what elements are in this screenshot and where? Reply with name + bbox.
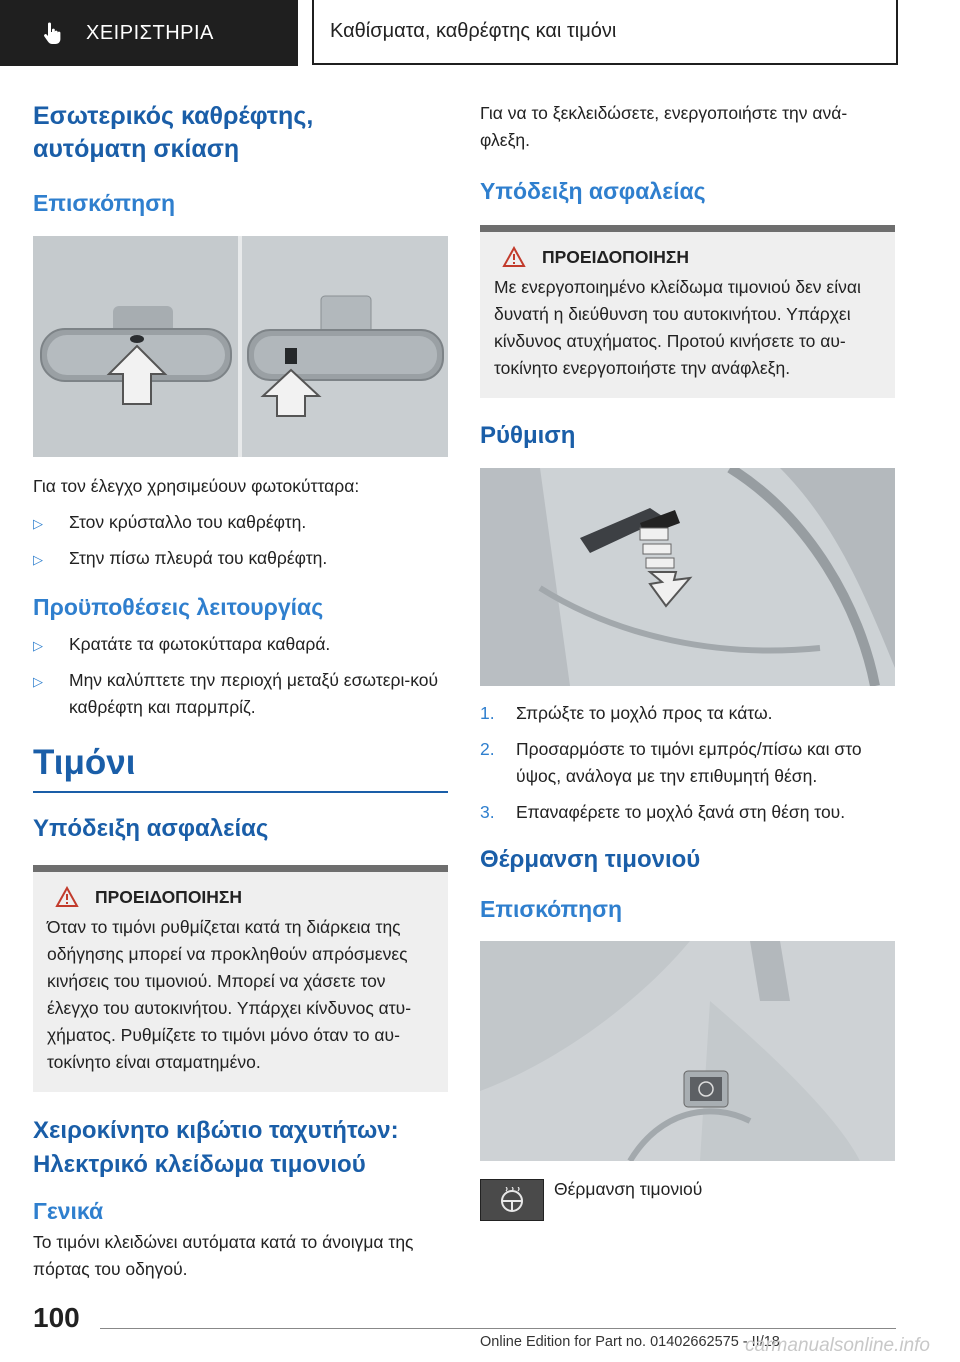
header-bar — [0, 0, 960, 66]
mirror-title: Εσωτερικός καθρέφτης, αυτόματη σκίαση — [33, 102, 314, 163]
tab-section[interactable] — [312, 0, 898, 65]
list-item: ▷ Κρατάτε τα φωτοκύτταρα καθαρά. — [33, 631, 448, 658]
heating-title: Θέρμανση τιμονιού — [480, 846, 701, 873]
sensor-intro: Για τον έλεγχο χρησιμεύουν φωτοκύτταρα: — [33, 476, 360, 496]
page-number: 100 — [33, 1302, 80, 1333]
warning-triangle-icon — [55, 886, 79, 908]
steering-title: Τιμόνι — [33, 743, 136, 782]
watermark: carmanualsonline.info — [745, 1335, 930, 1356]
warning-text: Με ενεργοποιημένο κλείδωμα τιμονιού δεν είναι δυνατή η διεύθυνση του αυτοκινήτου. Υπάρχει κίνδυνος ατυχήματος. Προτού κινήσετε το αυ-τοκίνητο ενεργοποιήστε την ανάφλεξη. — [494, 277, 861, 378]
right-column — [480, 100, 895, 1221]
bullet-triangle-icon: ▷ — [33, 674, 43, 689]
list-item: 3. Επαναφέρετε το μοχλό ξανά στη θέση του. — [480, 802, 846, 822]
lock-warning-box — [480, 225, 895, 398]
warning-label: ΠΡΟΕΙΔΟΠΟΙΗΣΗ — [542, 246, 690, 267]
general-text: Το τιμόνι κλειδώνει αυτόματα κατά το άνοιγμα της πόρτας του οδηγού. — [33, 1232, 414, 1279]
list-item: ▷ Στον κρύσταλλο του καθρέφτη. — [33, 509, 448, 536]
unlock-text: Για να το ξεκλειδώσετε, ενεργοποιήστε την ανά-φλεξη. — [480, 103, 848, 150]
list-item: 1. Σπρώξτε το μοχλό προς τα κάτω. — [480, 703, 773, 723]
heating-figure — [480, 941, 895, 1161]
heated-steering-wheel-icon — [497, 1187, 527, 1213]
adjust-steps — [480, 700, 895, 826]
general-heading: Γενικά — [33, 1198, 104, 1224]
footer-rule — [100, 1328, 896, 1329]
left-column — [33, 100, 448, 1283]
title-rule — [33, 791, 448, 793]
tab-controls[interactable] — [0, 0, 298, 66]
bullet-triangle-icon: ▷ — [33, 516, 43, 531]
adjust-heading: Ρύθμιση — [480, 422, 576, 449]
warning-header — [47, 886, 434, 908]
prereq-heading: Προϋποθέσεις λειτουργίας — [33, 594, 324, 620]
edition-text: Online Edition for Part no. 01402662575 - II/18 — [480, 1334, 780, 1350]
list-item: ▷ Στην πίσω πλευρά του καθρέφτη. — [33, 545, 448, 572]
list-item: 2. Προσαρμόστε το τιμόνι εμπρός/πίσω και στο ύψος, ανάλογα με την επιθυμητή θέση. — [480, 739, 862, 786]
mirror-illustration — [33, 236, 448, 457]
prereq-list — [33, 631, 448, 721]
mirror-figure — [33, 236, 448, 457]
footer — [0, 1300, 960, 1362]
bullet-triangle-icon: ▷ — [33, 638, 43, 653]
steering-lever-illustration — [480, 468, 895, 686]
hand-pointer-icon — [40, 21, 64, 45]
tab-section-label: Καθίσματα, καθρέφτης και τιμόνι — [330, 20, 617, 42]
lever-figure — [480, 468, 895, 686]
warning-label: ΠΡΟΕΙΔΟΠΟΙΗΣΗ — [95, 886, 243, 907]
warning-header — [494, 246, 881, 268]
warning-text: Όταν το τιμόνι ρυθμίζεται κατά τη διάρκεια της οδήγησης μπορεί να προκληθούν απρόσμενες κινήσεις του τιμονιού. Μπορεί να χάσετε τον έλεγχο του αυτοκινήτου. Υπάρχει κίνδυνος ατυ-χήματος. Ρυθμίζετε το τιμόνι μόνο όταν το αυ-τοκίνητο είναι σταματημένο. — [47, 917, 412, 1072]
heating-switch-illustration — [480, 941, 895, 1161]
sensor-list — [33, 509, 448, 572]
right-safety-heading: Υπόδειξη ασφαλείας — [480, 178, 706, 204]
list-item: ▷ Μην καλύπτετε την περιοχή μεταξύ εσωτερι-κού καθρέφτη και παρμπρίζ. — [33, 670, 439, 717]
warning-triangle-icon — [502, 246, 526, 268]
tab-controls-label: ΧΕΙΡΙΣΤΗΡΙΑ — [86, 21, 214, 44]
bullet-triangle-icon: ▷ — [33, 552, 43, 567]
gearbox-heading: Χειροκίνητο κιβώτιο ταχυτήτων: Ηλεκτρικό κλείδωμα τιμονιού — [33, 1117, 399, 1178]
mirror-overview-heading: Επισκόπηση — [33, 190, 175, 216]
heating-label: Θέρμανση τιμονιού — [554, 1179, 703, 1199]
heating-overview-heading: Επισκόπηση — [480, 896, 622, 922]
steering-warning-box — [33, 865, 448, 1092]
heating-button-row — [480, 1179, 895, 1221]
steering-safety-heading: Υπόδειξη ασφαλείας — [33, 815, 269, 842]
heated-steering-wheel-button[interactable] — [480, 1179, 544, 1221]
